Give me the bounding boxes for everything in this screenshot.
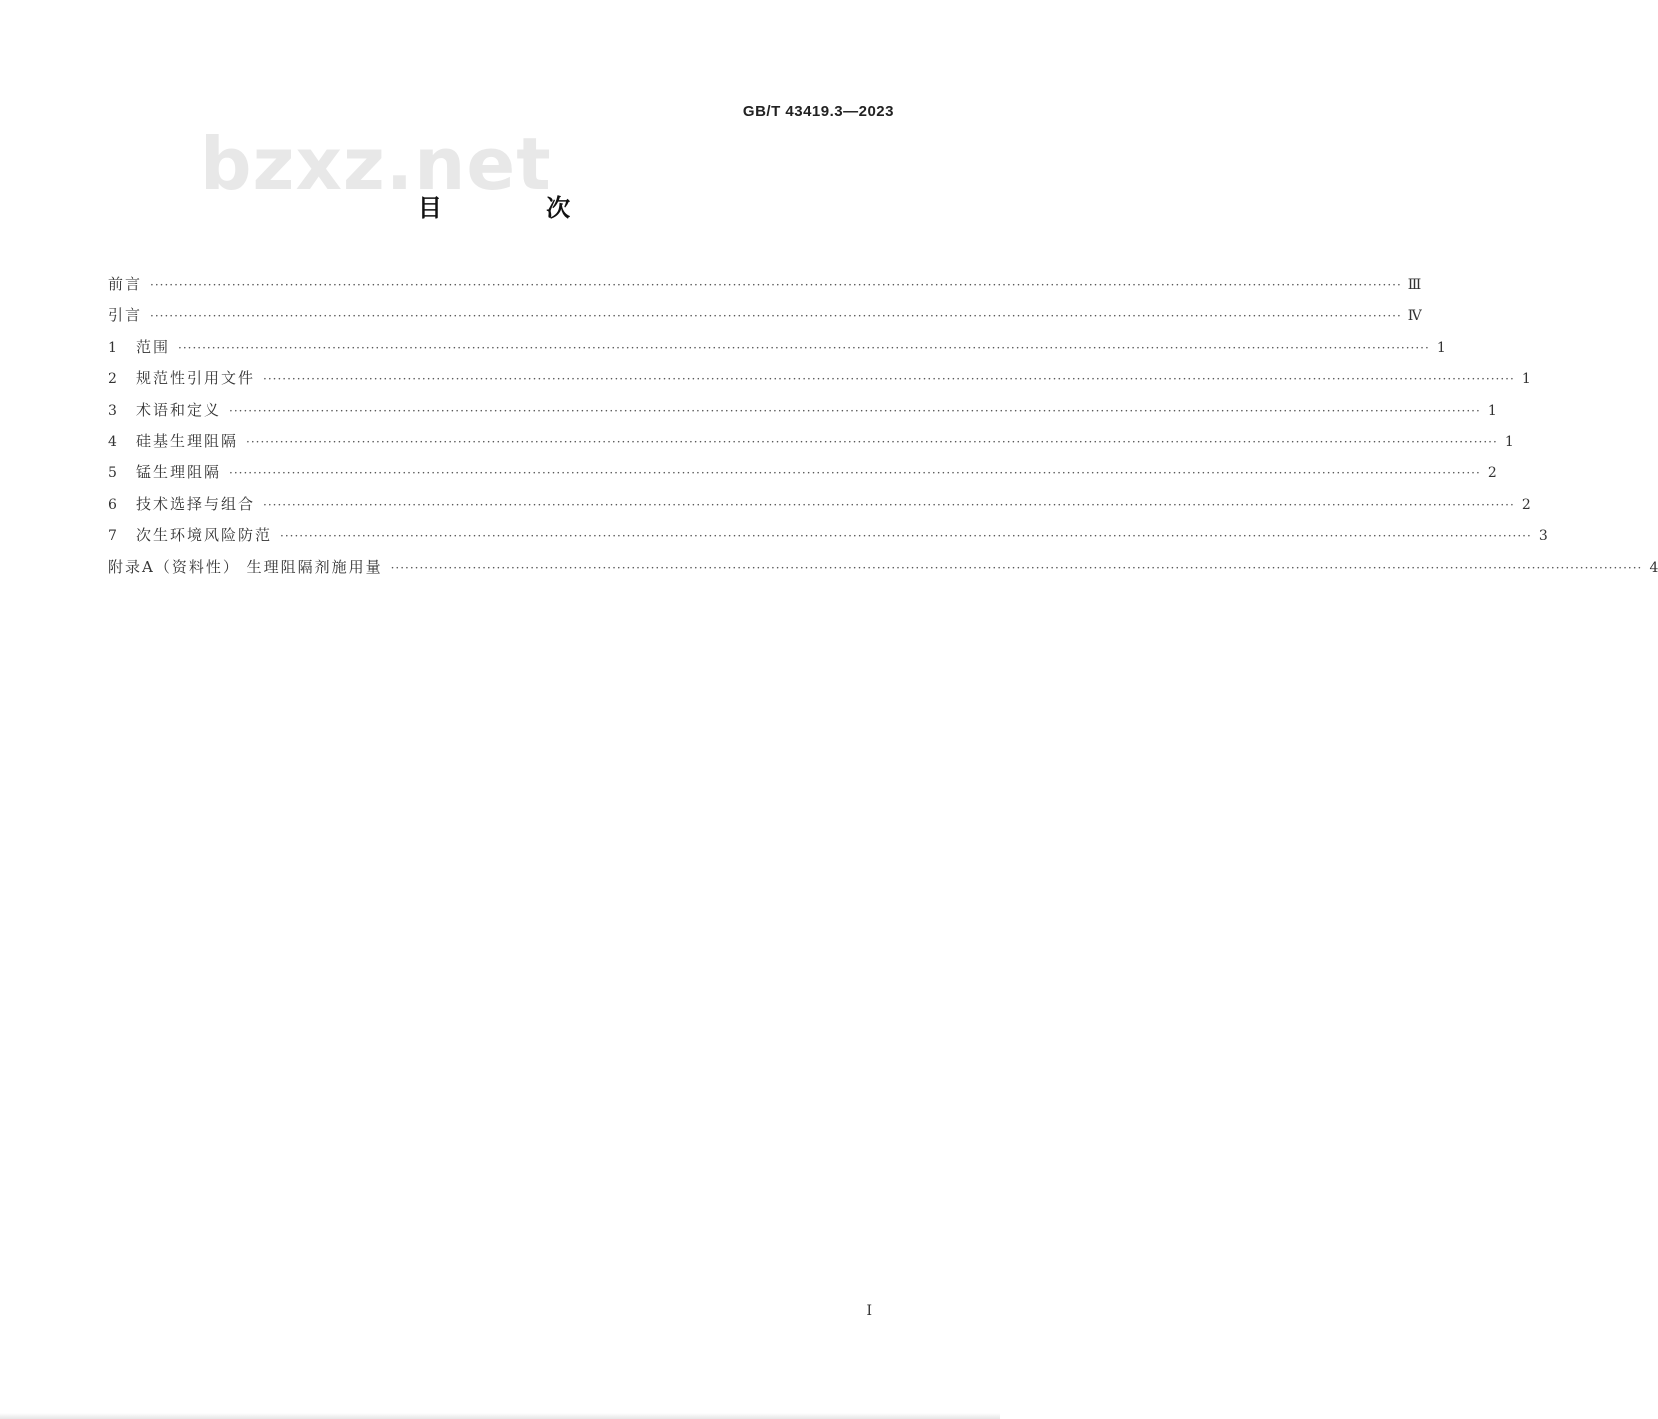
toc-entry-title: 术语和定义 <box>136 400 222 419</box>
toc-entry-number: 1 <box>108 339 117 356</box>
toc-entry[interactable] <box>108 556 1658 587</box>
table-of-contents <box>108 273 1658 587</box>
toc-entry-number: 7 <box>108 528 117 545</box>
toc-entry-page: 2 <box>1487 465 1497 482</box>
toc-entry[interactable] <box>108 336 1446 367</box>
toc-entry[interactable] <box>108 524 1548 555</box>
toc-entry-title: 前言 <box>108 275 143 293</box>
toc-entry[interactable] <box>108 273 1422 304</box>
dot-leader: ···································································································································································································································································· <box>150 309 1402 324</box>
toc-entry-page: 1 <box>1504 433 1514 450</box>
dot-leader: ···································································································································································································································································· <box>263 372 1515 387</box>
standard-number: GB/T 43419.3—2023 <box>742 103 894 120</box>
toc-entry[interactable] <box>108 461 1497 492</box>
toc-entry-page: 1 <box>1436 339 1446 356</box>
toc-entry-page: 2 <box>1521 496 1531 513</box>
dot-leader: ···································································································································································································································································· <box>280 529 1532 544</box>
toc-entry[interactable] <box>108 493 1531 524</box>
toc-entry-number: 5 <box>108 465 117 482</box>
toc-entry-number: 2 <box>108 371 117 388</box>
toc-entry-page: Ⅳ <box>1407 308 1422 325</box>
toc-entry[interactable] <box>108 367 1531 398</box>
dot-leader: ···································································································································································································································································· <box>229 466 1481 481</box>
toc-entry-page: 1 <box>1521 371 1531 388</box>
toc-entry-number: 6 <box>108 496 117 513</box>
toc-entry-number: 3 <box>108 402 117 419</box>
toc-entry-page: 4 <box>1649 559 1658 576</box>
dot-leader: ···································································································································································································································································· <box>246 434 1498 449</box>
toc-entry-title: 附录A（资料性） 生理阻隔剂施用量 <box>108 557 383 576</box>
toc-entry-number: 4 <box>108 433 117 450</box>
dot-leader: ···································································································································································································································································· <box>263 497 1515 512</box>
watermark: bzxz.net <box>200 122 552 206</box>
page-title: 目 次 <box>417 194 619 222</box>
dot-leader: ···································································································································································································································································· <box>150 278 1402 292</box>
toc-entry-title: 次生环境风险防范 <box>136 526 273 545</box>
toc-entry-title: 硅基生理阻隔 <box>136 431 239 450</box>
dot-leader: ···································································································································································································································································· <box>390 560 1643 575</box>
page-number: I <box>866 1303 872 1319</box>
page-edge-shadow <box>0 1413 1000 1419</box>
toc-entry-title: 引言 <box>108 306 143 325</box>
dot-leader: ···································································································································································································································································· <box>178 340 1430 355</box>
toc-entry-title: 锰生理阻隔 <box>136 463 222 482</box>
toc-entry[interactable] <box>108 430 1514 461</box>
toc-entry-title: 技术选择与组合 <box>136 494 256 513</box>
dot-leader: ···································································································································································································································································· <box>229 403 1481 418</box>
toc-entry-title: 规范性引用文件 <box>136 369 256 388</box>
toc-entry-page: Ⅲ <box>1407 277 1422 293</box>
toc-entry-page: 3 <box>1538 528 1548 545</box>
toc-entry-page: 1 <box>1487 402 1497 419</box>
toc-entry[interactable] <box>108 304 1422 335</box>
toc-entry[interactable] <box>108 399 1497 430</box>
toc-entry-title: 范围 <box>136 337 171 356</box>
